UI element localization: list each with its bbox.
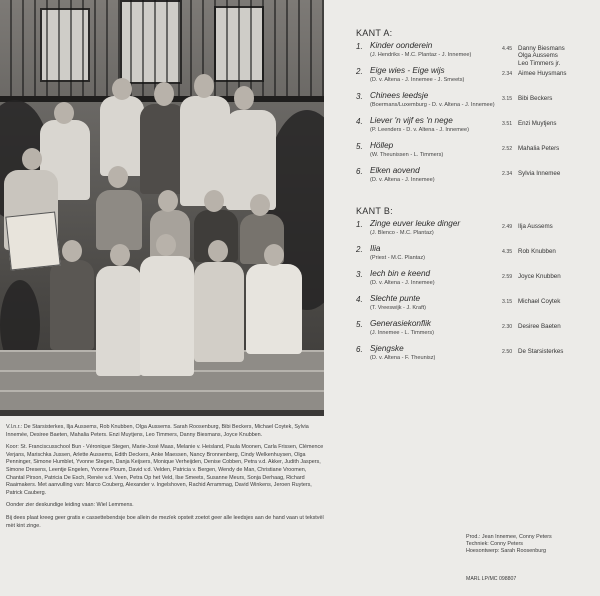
- performer-name: Aimee Huysmans: [518, 70, 567, 77]
- track-writers: (J. Hendriks - M.C. Plantaz - J. Innemee): [370, 52, 472, 58]
- performer-name: Desiree Baeten: [518, 323, 561, 330]
- track-performers: [518, 170, 560, 177]
- track-row: [356, 345, 596, 370]
- track-title: Sjengske: [370, 344, 404, 353]
- tracklist: [356, 28, 596, 370]
- track-title: Elken aovend: [370, 166, 420, 175]
- track-number: 2.: [356, 245, 363, 254]
- track-title: Kinder oonderein: [370, 41, 433, 50]
- track-title: Zinge euver leuke dinger: [370, 219, 461, 228]
- track-performers: [518, 145, 559, 152]
- track-writers: (D. v. Altena - J. Innemee - J. Smeets): [370, 77, 465, 83]
- credits-vlnr: V.l.n.r.: De Starsisterkes, Ilja Aussems, Rob Knubben, Olga Aussems. Sarah Roosenburg, Bibi Beckers, Michael Coytek, Sylvia Innemée, Desiree Baeten, Mahalia Peters. Enzi Muytjens, Leo Timmers, Danny Biesmans, Joyce Knubben.: [6, 424, 309, 438]
- track-number: 3.: [356, 270, 363, 279]
- track-performers: [518, 223, 553, 230]
- performer-name: Michael Coytek: [518, 298, 561, 305]
- side-a-heading: KANT A:: [356, 28, 393, 38]
- track-title: Chinees leedsje: [370, 91, 429, 100]
- production-credits: [466, 534, 596, 555]
- track-performers: [518, 298, 560, 305]
- track-duration: 2.50: [502, 349, 513, 355]
- track-performers: [518, 248, 556, 255]
- track-performers: [518, 95, 552, 102]
- track-number: 6.: [356, 345, 363, 354]
- credits-block: [6, 424, 326, 535]
- track-number: 2.: [356, 67, 363, 76]
- track-writers: (J. Innemee - L. Timmers): [370, 330, 435, 336]
- performer-name: Mahalia Peters: [518, 145, 560, 152]
- performer-name: Bibi Beckers: [518, 95, 553, 102]
- side-a-tracks: [356, 42, 596, 192]
- track-row: [356, 117, 596, 142]
- track-row: [356, 295, 596, 320]
- track-duration: 3.15: [502, 96, 513, 102]
- performer-name: Ilja Aussems: [518, 223, 553, 230]
- track-duration: 4.45: [502, 46, 513, 52]
- track-number: 4.: [356, 295, 363, 304]
- performer-name: Rob Knubben: [518, 248, 556, 255]
- technician-line: Techniek: Conny Peters: [466, 541, 523, 547]
- track-performers: [518, 120, 557, 127]
- track-number: 6.: [356, 167, 363, 176]
- sleeve-design-line: Hoesontwerp: Sarah Roosenburg: [466, 548, 547, 554]
- track-writers: (J. Blenco - M.C. Plantaz): [370, 230, 434, 236]
- track-writers: (D. v. Altena - F. Theunisz): [370, 355, 436, 361]
- track-title: Eige wies - Eige wijs: [370, 66, 445, 75]
- track-title: Ilia: [370, 244, 381, 253]
- track-performers: [518, 348, 563, 355]
- track-performers: [518, 273, 561, 280]
- credits-note: Bij dees plaat kreeg geer gratis e cassettebendsje boe allein de mezïek opsteit zoetot geer alle leedsjes aan de hand vaan ut tekstvël mèt kint zinge.: [6, 514, 324, 529]
- track-performers: [518, 45, 565, 67]
- track-writers: (D. v. Altena - J. Innemee): [370, 280, 435, 286]
- performer-name: Sylvia Innemee: [518, 170, 561, 177]
- track-number: 1.: [356, 220, 363, 229]
- producer-line: Prod.: Jean Innemee, Conny Peters: [466, 534, 552, 540]
- catalog-number: MARL LP/MC 098807: [466, 576, 517, 582]
- track-row: [356, 245, 596, 270]
- track-title: Höllep: [370, 141, 394, 150]
- track-performers: [518, 323, 561, 330]
- track-duration: 2.49: [502, 224, 513, 230]
- performer-name: Leo Timmers jr.: [518, 59, 561, 67]
- track-duration: 2.59: [502, 274, 513, 280]
- performer-name: Enzi Muytjens: [518, 120, 557, 127]
- placard-image: [5, 212, 60, 271]
- performer-name: Olga Aussems: [518, 52, 558, 60]
- track-writers: (T. Vreeswijk - J. Kraft): [370, 305, 427, 311]
- track-duration: 3.51: [502, 121, 513, 127]
- track-row: [356, 270, 596, 295]
- track-duration: 2.30: [502, 324, 513, 330]
- track-row: [356, 220, 596, 245]
- credits-koor: Koor: St. Franciscusschool Bun - Véronique Stegen, Marie-José Maas, Melanie v. Heisland, Paula Moonen, Carla Frissen, Clémence Verjans, Marischka Jussen, Arlette Aussems, Edith Deckers, Anke Maessen, Nancy Bronnenberg, Cindy Welkenhuysen, Olga Penninger, Simone Humblet, Yvonne Stegen, Danja Keijsers, Monique Verheijden, Denise Cobben, Petra v.d. Akker, Judith Jaspers, Simone Dresens, Leentje Engelen, Yvonne Ploum, David v.d. Velden, Patricia v. Bergen, Wendy de Man, Christiane Vroomen, Chantal Pirson, Patricia De Esch, Renée v.d. Veen, Petra Op het Veld, Ilse Smeets, Susanne Meurs, Sonja Derhaag, Richard Raaimakers. Met aanvulling van: Marco Couberg, Alexander v. Ingelshoven, Rachid Arrammag, David Winkens, Jeroen Ruyters, Patrick Cauberg.: [6, 444, 324, 496]
- track-duration: 2.34: [502, 171, 513, 177]
- track-row: [356, 92, 596, 117]
- track-row: [356, 167, 596, 192]
- side-b-tracks: [356, 220, 596, 370]
- track-row: [356, 67, 596, 92]
- track-writers: (P. Leenders - D. v. Altena - J. Innemee): [370, 127, 469, 133]
- track-duration: 4.35: [502, 249, 513, 255]
- track-row: [356, 42, 596, 67]
- track-writers: (Priest - M.C. Plantaz): [370, 255, 426, 261]
- track-performers: [518, 70, 567, 77]
- track-title: Generasiekonflik: [370, 319, 431, 328]
- track-number: 1.: [356, 42, 363, 51]
- track-row: [356, 142, 596, 167]
- track-title: Slechte punte: [370, 294, 421, 303]
- track-number: 5.: [356, 320, 363, 329]
- track-title: Iech bin e keend: [370, 269, 431, 278]
- credits-leiding: Oonder zier deskundige leiding vaan: Wiel Lemmens.: [6, 502, 134, 509]
- track-number: 5.: [356, 142, 363, 151]
- group-photo: [0, 0, 324, 416]
- track-number: 4.: [356, 117, 363, 126]
- track-duration: 2.52: [502, 146, 513, 152]
- side-b-heading: KANT B:: [356, 206, 393, 216]
- track-number: 3.: [356, 92, 363, 101]
- track-writers: (D. v. Altena - J. Innemee): [370, 177, 435, 183]
- track-writers: (W. Theunissen - L. Timmers): [370, 152, 444, 158]
- performer-name: Joyce Knubben: [518, 273, 561, 280]
- track-writers: (Boermans/Luxemburg - D. v. Altena - J. Innemee): [370, 102, 495, 108]
- track-duration: 2.34: [502, 71, 513, 77]
- track-duration: 3.15: [502, 299, 513, 305]
- track-title: Liever 'n vijf es 'n nege: [370, 116, 453, 125]
- performer-name: De Starsisterkes: [518, 348, 564, 355]
- track-row: [356, 320, 596, 345]
- performer-name: Danny Biesmans: [518, 45, 565, 52]
